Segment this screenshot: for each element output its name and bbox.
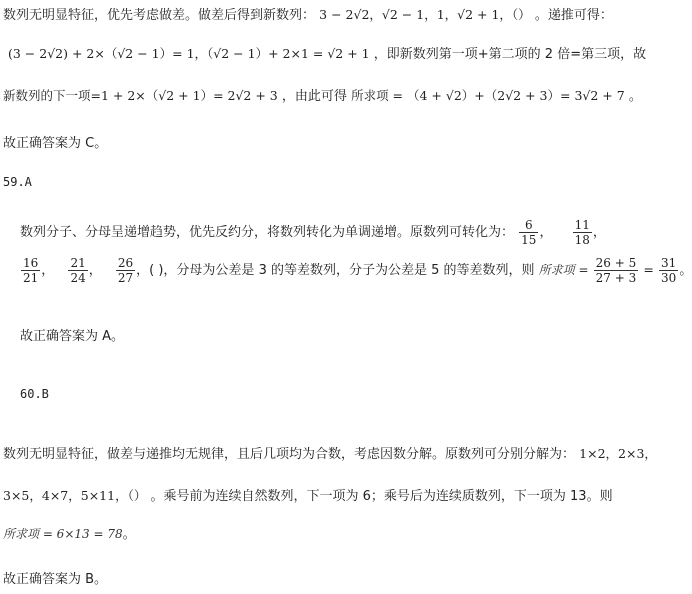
q58-recurrence-check: (3 − 2√2) + 2×（√2 − 1）= 1，（√2 − 1）+ 2×1 = √2 + 1 <box>8 46 370 61</box>
q60-line-3 <box>3 524 136 545</box>
q58-new-sequence: 3 − 2√2，√2 − 1，1，√2 + 1，（） <box>319 7 531 22</box>
q59-equals: = <box>643 262 654 277</box>
q58-line-1 <box>3 5 613 26</box>
q59-line-1: 数列分子、分母呈递增趋势，优先反约分，将数列转化为单调递增。原数列可转化为： $\frac{6}{15}$ ， $\frac{11}{18}$ ， <box>20 218 606 247</box>
q60-line-1-text: 数列无明显特征，做差与递推均无规律，且后几项均为合数，考虑因数分解。原数列可分别分解为： <box>3 447 576 462</box>
q60-answer: 故正确答案为 B。 <box>3 572 108 587</box>
q60-line-2-text: 。乘号前为连续自然数列，下一项为 6；乘号后为连续质数列，下一项为 13。则 <box>150 489 613 504</box>
q59-result-label: 所求项 = <box>538 263 589 277</box>
q58-answer: 故正确答案为 C。 <box>3 136 108 151</box>
q60-line-1 <box>3 444 657 465</box>
q60-factor-list-1: 1×2，2×3， <box>579 446 657 461</box>
q58-line-3 <box>3 86 642 107</box>
q59-fraction-1: $\frac{6}{15}$ <box>521 218 537 247</box>
q58-line-1-text: 数列无明显特征，优先考虑做差。做差后得到新数列： <box>3 8 316 23</box>
q58-line-3-end: 。 <box>628 89 642 104</box>
q58-line-3-text: ，由此可得 <box>281 89 347 104</box>
q58-line-2-text: ，即新数列第一项+第二项的 2 倍=第三项，故 <box>373 47 647 62</box>
q59-fraction-5: $\frac{26}{27}$ <box>117 256 134 285</box>
q60-factor-list-2: 3×5，4×7，5×11，（） <box>3 488 147 503</box>
q58-line-1-tail: 。递推可得： <box>534 8 613 23</box>
q59-fraction-4: $\frac{21}{24}$ <box>70 256 86 285</box>
q58-result: 所求项 = （4 + √2）+（2√2 + 3）= 3√2 + 7 <box>351 88 625 103</box>
q59-number: 59.A <box>3 175 32 189</box>
q59-result-fraction: $\frac{26 + 5}{27 + 3}$ <box>595 256 637 285</box>
q59-final-fraction: $\frac{31}{30}$ <box>661 256 677 285</box>
q60-line-2 <box>3 486 613 507</box>
q60-number: 60.B <box>20 387 49 401</box>
q59-fraction-2: $\frac{11}{18}$ <box>574 218 590 247</box>
q59-line-1-text: 数列分子、分母呈递增趋势，优先反约分，将数列转化为单调递增。原数列可转化为： <box>20 225 515 240</box>
q60-result: 所求项 = 6×13 = 78 <box>3 527 123 541</box>
q59-line-2: $\frac{16}{21}$ ， $\frac{21}{24}$ ， $\frac{26}{27}$ ，( )，分母为公差是 3 的等差数列，分子为公差是 5 的等差数列，则 所求项 = $\frac{26 + 5}{27 + 3}$ = $\frac{31}{30}$ 。 <box>23 256 692 285</box>
q59-answer: 故正确答案为 A。 <box>20 329 125 344</box>
q59-line-2-text: ，( )，分母为公差是 3 的等差数列，分子为公差是 5 的等差数列，则 <box>136 263 535 278</box>
q58-next-term: 新数列的下一项=1 + 2×（√2 + 1）= 2√2 + 3 <box>3 88 278 103</box>
q58-line-2 <box>8 44 646 65</box>
q59-fraction-3: $\frac{16}{21}$ <box>23 256 39 285</box>
q60-line-3-end: 。 <box>122 527 136 542</box>
